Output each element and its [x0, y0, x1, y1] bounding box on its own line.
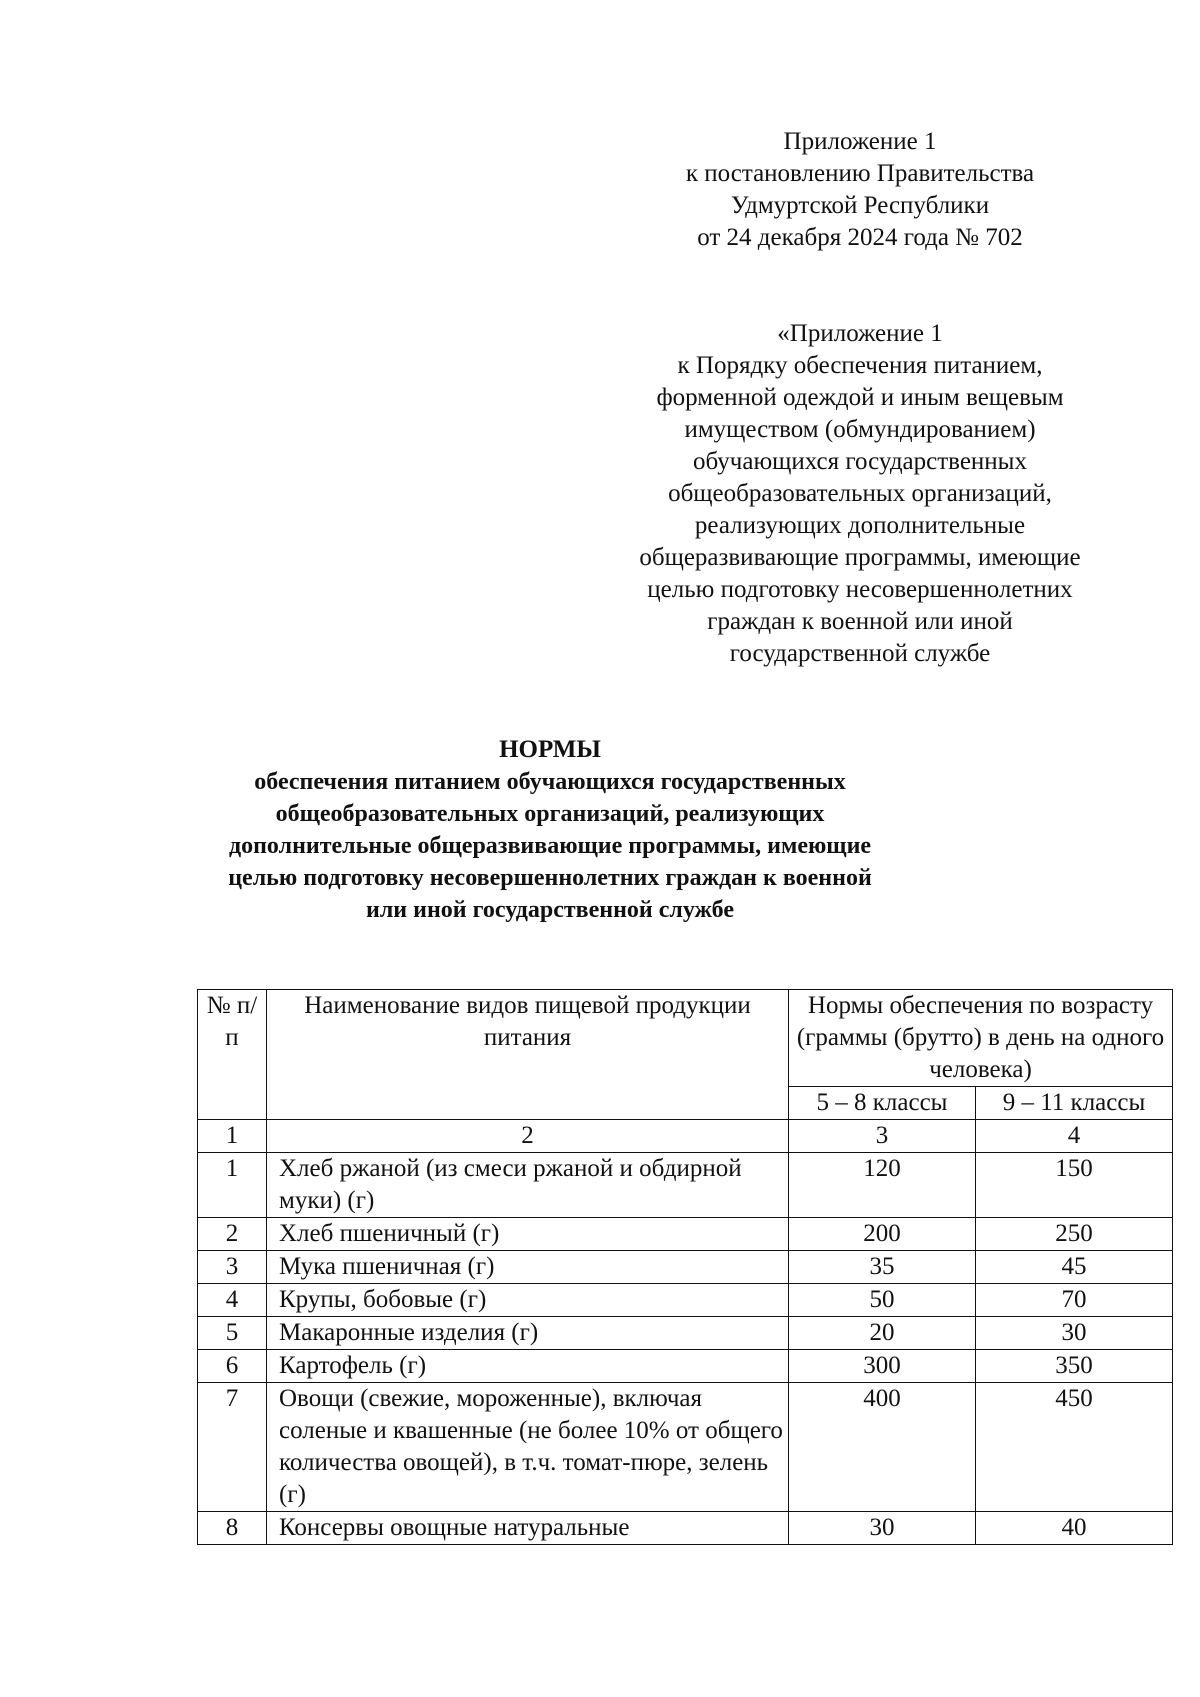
row-norm-9-11: 30 — [976, 1317, 1173, 1350]
appendix-line: целью подготовку несовершеннолетних — [647, 576, 1073, 603]
header-norms: Нормы обеспечения по возрасту (граммы (брутто) в день на одного человека) — [789, 990, 1173, 1087]
appendix-block — [620, 318, 1100, 670]
row-norm-5-8: 400 — [789, 1383, 976, 1512]
row-product-name: Консервы овощные натуральные — [267, 1512, 789, 1545]
heading-line: целью подготовку несовершеннолетних граждан к военной — [228, 865, 872, 891]
heading-line: обеспечения питанием обучающихся государственных — [254, 769, 846, 795]
header-grades-9-11: 9 – 11 классы — [976, 1087, 1173, 1120]
table-index-row — [198, 1120, 1173, 1153]
row-product-name: Картофель (г) — [267, 1350, 789, 1383]
appendix-line: форменной одеждой и иным вещевым — [656, 384, 1064, 411]
row-norm-9-11: 350 — [976, 1350, 1173, 1383]
row-norm-9-11: 450 — [976, 1383, 1173, 1512]
approval-line: Приложение 1 — [783, 128, 937, 155]
row-norm-5-8: 50 — [789, 1284, 976, 1317]
heading-line: дополнительные общеразвивающие программы, имеющие — [228, 833, 872, 859]
row-number: 7 — [198, 1383, 267, 1512]
approval-line: от 24 декабря 2024 года № 702 — [697, 224, 1023, 251]
row-product-name: Хлеб пшеничный (г) — [267, 1218, 789, 1251]
heading-line: общеобразовательных организаций, реализующих — [275, 801, 825, 827]
approval-line: Удмуртской Республики — [730, 192, 990, 219]
row-norm-5-8: 120 — [789, 1153, 976, 1218]
row-norm-5-8: 200 — [789, 1218, 976, 1251]
table-row — [198, 1383, 1173, 1512]
appendix-line: государственной службе — [729, 640, 991, 667]
index-cell: 2 — [267, 1120, 789, 1153]
row-product-name: Овощи (свежие, мороженные), включая соленые и квашенные (не более 10% от общего количества овощей), в т.ч. томат-пюре, зелень (г) — [267, 1383, 789, 1512]
appendix-line: к Порядку обеспечения питанием, — [677, 352, 1043, 379]
row-product-name: Мука пшеничная (г) — [267, 1251, 789, 1284]
table-row — [198, 1317, 1173, 1350]
row-norm-5-8: 30 — [789, 1512, 976, 1545]
row-norm-9-11: 250 — [976, 1218, 1173, 1251]
header-grades-5-8: 5 – 8 классы — [789, 1087, 976, 1120]
row-product-name: Макаронные изделия (г) — [267, 1317, 789, 1350]
table-row — [198, 1284, 1173, 1317]
appendix-line: общеразвивающие программы, имеющие — [639, 544, 1081, 571]
header-num: № п/п — [198, 990, 267, 1120]
row-norm-5-8: 35 — [789, 1251, 976, 1284]
row-number: 8 — [198, 1512, 267, 1545]
heading-title: НОРМЫ — [499, 736, 601, 763]
row-norm-9-11: 150 — [976, 1153, 1173, 1218]
appendix-line: общеобразовательных организаций, — [668, 480, 1052, 507]
row-norm-9-11: 70 — [976, 1284, 1173, 1317]
approval-line: к постановлению Правительства — [685, 160, 1035, 187]
heading-line: или иной государственной службе — [366, 897, 734, 923]
row-product-name: Крупы, бобовые (г) — [267, 1284, 789, 1317]
appendix-line: граждан к военной или иной — [707, 608, 1013, 635]
approval-block — [620, 126, 1100, 254]
table-row — [198, 1512, 1173, 1545]
row-number: 3 — [198, 1251, 267, 1284]
row-norm-5-8: 300 — [789, 1350, 976, 1383]
row-norm-9-11: 45 — [976, 1251, 1173, 1284]
table-row — [198, 1218, 1173, 1251]
table-row — [198, 1251, 1173, 1284]
appendix-line: обучающихся государственных — [693, 448, 1027, 475]
row-norm-5-8: 20 — [789, 1317, 976, 1350]
table-header-row — [198, 990, 1173, 1087]
row-norm-9-11: 40 — [976, 1512, 1173, 1545]
appendix-line: «Приложение 1 — [777, 320, 943, 347]
row-number: 4 — [198, 1284, 267, 1317]
index-cell: 3 — [789, 1120, 976, 1153]
row-number: 6 — [198, 1350, 267, 1383]
row-number: 1 — [198, 1153, 267, 1218]
norms-table — [197, 989, 1173, 1545]
appendix-line: имуществом (обмундированием) — [684, 416, 1036, 443]
header-name: Наименование видов пищевой продукции питания — [267, 990, 789, 1120]
appendix-line: реализующих дополнительные — [694, 512, 1026, 539]
row-product-name: Хлеб ржаной (из смеси ржаной и обдирной муки) (г) — [267, 1153, 789, 1218]
table-row — [198, 1350, 1173, 1383]
document-heading — [200, 734, 900, 926]
row-number: 2 — [198, 1218, 267, 1251]
table-row — [198, 1153, 1173, 1218]
row-number: 5 — [198, 1317, 267, 1350]
index-cell: 4 — [976, 1120, 1173, 1153]
index-cell: 1 — [198, 1120, 267, 1153]
